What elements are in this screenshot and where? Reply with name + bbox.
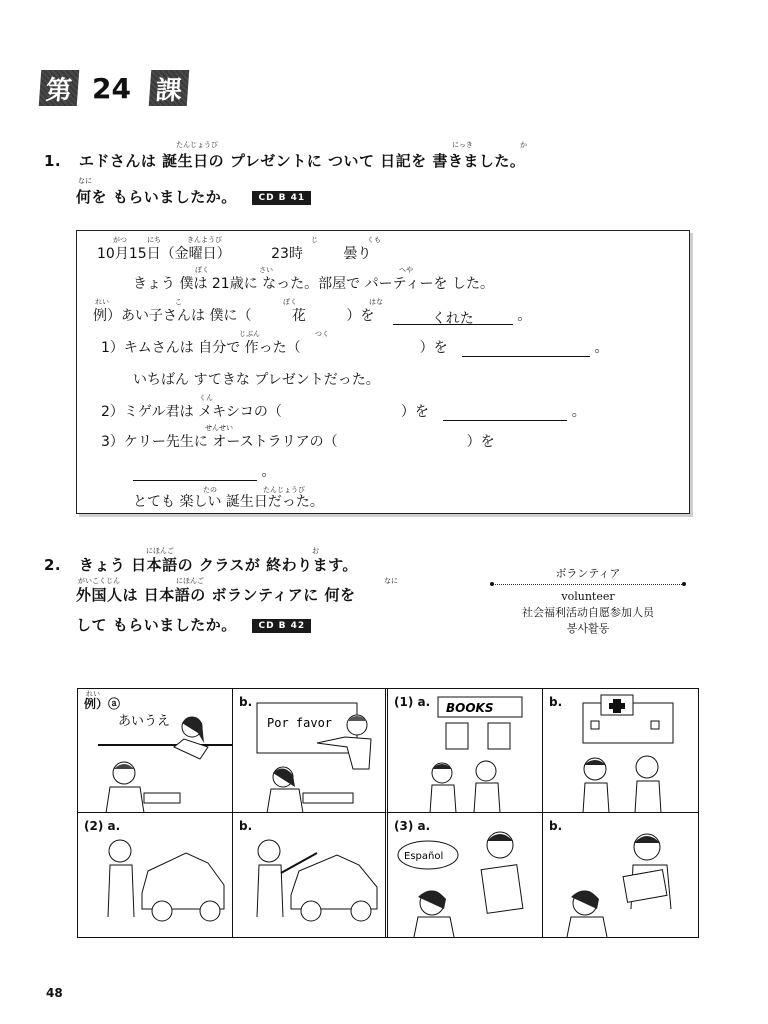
picture-3-a: [388, 813, 543, 937]
ruby: ぼく: [195, 266, 209, 274]
diary-item-3-cont: [133, 461, 275, 481]
ruby: にっき: [452, 141, 473, 149]
illustration-teacher-pointing: [233, 689, 388, 813]
illustration-hospital: [543, 689, 698, 813]
picture-2-b: [233, 813, 388, 937]
ruby: か: [520, 141, 527, 149]
ruby: はな: [369, 298, 383, 306]
answer-blank[interactable]: [462, 340, 590, 357]
item-end: 。: [571, 404, 586, 420]
ruby: がいこくじん: [78, 577, 120, 585]
question-number: 1.: [44, 152, 62, 170]
question-text: きょう 日本語の クラスが 終わります。: [78, 556, 358, 574]
picture-1-b: [543, 689, 698, 813]
ruby: つく: [315, 330, 329, 338]
ruby: れい: [86, 690, 100, 698]
question-number: 2.: [44, 556, 62, 574]
question-1-line-2: [76, 186, 311, 207]
question-2-line-3: [76, 614, 311, 635]
cd-track-badge: CD B 41: [252, 191, 311, 205]
item-end: 。: [261, 464, 276, 480]
diary-box: [76, 230, 690, 514]
item-text: ）を: [419, 340, 448, 356]
illustration-teacher-writing: [78, 689, 233, 813]
diary-item-1-cont: いちばん すてきな プレゼントだった。: [133, 372, 380, 388]
cell-label: b.: [239, 819, 253, 833]
ruby: こ: [175, 298, 182, 306]
cell-label: 例）ⓐ: [84, 697, 121, 711]
ruby: さい: [259, 266, 273, 274]
picture-grid: [77, 688, 699, 938]
volunteer-glossary: [488, 566, 688, 637]
ruby: せんせい: [205, 424, 233, 432]
diary-item-2: [101, 401, 586, 421]
diary-line: きょう 僕は 21歳に なった。部屋で パーティーを した。: [133, 276, 494, 292]
question-text: 何を もらいましたか。: [76, 188, 237, 206]
gloss-head: ボランティア: [555, 567, 621, 580]
illustration-car-hood-open: [78, 813, 233, 937]
speech-bubble-text: Español: [404, 851, 444, 862]
ruby: じ: [311, 236, 318, 244]
answer-blank[interactable]: [443, 404, 567, 421]
cell-label: b.: [239, 695, 253, 709]
ruby: きんようび: [187, 236, 222, 244]
item-text: 3）ケリー先生に オーストラリアの（: [101, 434, 338, 450]
lesson-prefix-box: 第: [39, 70, 80, 106]
cell-label: (2) a.: [84, 819, 121, 833]
picture-example-b: [233, 689, 388, 813]
cd-track-badge: CD B 42: [252, 619, 311, 633]
cell-label: b.: [549, 695, 563, 709]
example-text: 例）あい子さんは 僕に（: [93, 308, 252, 324]
diary-closing: とても 楽しい 誕生日だった。: [133, 494, 324, 510]
illustration-spanish-tutor: [388, 813, 543, 937]
question-text: エドさんは 誕生日の プレゼントに ついて 日記を 書きました。: [78, 152, 526, 170]
ruby: にち: [147, 236, 161, 244]
gloss-korean: 봉사활동: [566, 622, 610, 635]
ruby: なに: [384, 577, 398, 585]
illustration-car-washing: [233, 813, 388, 937]
cell-label: (1) a.: [394, 695, 431, 709]
diary-example: [93, 305, 531, 325]
question-text: して もらいましたか。: [76, 616, 237, 634]
item-end: 。: [594, 340, 609, 356]
example-end: 。: [517, 308, 532, 324]
cell-label: b.: [549, 819, 563, 833]
question-1-line-1: [44, 150, 525, 171]
picture-3-b: [543, 813, 698, 937]
question-2-line-1: [44, 554, 358, 575]
illustration-bookstore: [388, 689, 543, 813]
item-text: ）を: [400, 404, 429, 420]
item-text: ）を: [466, 434, 495, 450]
picture-1-a: [388, 689, 543, 813]
shop-sign-text: BOOKS: [446, 701, 494, 715]
diary-item-3: [101, 431, 495, 451]
blackboard-text: Por favor: [267, 716, 333, 730]
diary-time: 23時: [271, 246, 303, 262]
diary-item-1: [101, 337, 608, 357]
page-number: 48: [46, 986, 63, 1000]
lesson-number: 24: [92, 72, 131, 105]
example-answer: くれた: [393, 308, 513, 325]
question-2-line-2: 外国人は 日本語の ボランティアに 何を: [76, 586, 356, 604]
illustration-tutor-writing: [543, 813, 698, 937]
picture-example-a: [78, 689, 233, 813]
item-text: 1）キムさんは 自分で 作った（: [101, 340, 301, 356]
ruby: くも: [367, 236, 381, 244]
ruby: ぼく: [283, 298, 297, 306]
gloss-english: volunteer: [561, 590, 615, 603]
lesson-suffix-box: 課: [149, 70, 190, 106]
lesson-title: [40, 66, 200, 110]
ruby: お: [312, 547, 319, 555]
cell-label: (3) a.: [394, 819, 431, 833]
ruby: くん: [199, 394, 213, 402]
ruby: たの: [203, 486, 217, 494]
ruby: にほんご: [146, 547, 174, 555]
blackboard-text: あいうえ: [118, 714, 171, 729]
ruby: たんじょうび: [263, 486, 305, 494]
ruby: たんじょうび: [176, 141, 218, 149]
ruby: へや: [399, 266, 413, 274]
example-fill: 花: [291, 308, 306, 324]
diary-weather: 曇り: [343, 246, 372, 262]
ruby: れい: [95, 298, 109, 306]
answer-blank[interactable]: [133, 464, 257, 481]
ruby: じぶん: [239, 330, 260, 338]
diary-date: 10月15日（金曜日）: [97, 246, 231, 262]
ruby: なに: [78, 177, 92, 185]
diary-header: [97, 243, 371, 263]
gloss-chinese: 社会福利活动自愿参加人员: [522, 606, 654, 619]
example-text: ）を: [346, 308, 375, 324]
ruby: にほんご: [176, 577, 204, 585]
gloss-divider: [492, 584, 684, 585]
ruby: がつ: [113, 236, 127, 244]
item-text: 2）ミゲル君は メキシコの（: [101, 404, 282, 420]
picture-2-a: [78, 813, 233, 937]
